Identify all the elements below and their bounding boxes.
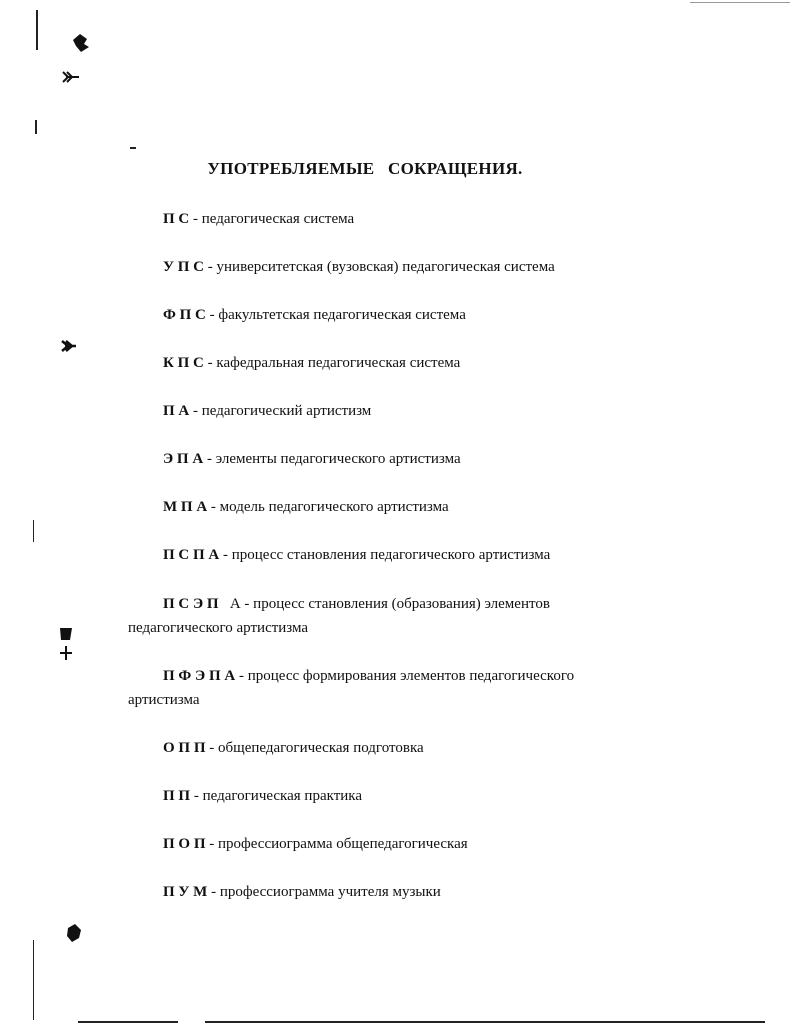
abbreviation: Э П А <box>163 451 204 467</box>
abbreviation-entry <box>163 784 362 808</box>
definition: педагогическая система <box>201 211 355 227</box>
abbreviation: Ф П С <box>163 307 206 323</box>
ink-blot-decoration <box>64 922 84 944</box>
ink-blot-decoration <box>70 32 92 54</box>
separator: - <box>203 451 216 467</box>
definition: процесс становления (образования) элементов педагогического артистизма <box>128 596 550 636</box>
scan-line <box>33 520 34 542</box>
abbreviation-entry <box>163 399 371 423</box>
abbreviation-entry <box>163 495 449 519</box>
separator: - <box>205 307 219 323</box>
ink-blot-decoration <box>62 70 80 84</box>
abbreviation: П П <box>163 788 191 804</box>
scan-line <box>33 940 34 1020</box>
scan-line <box>36 10 38 50</box>
separator: - <box>189 211 202 227</box>
separator: - <box>204 259 217 275</box>
ink-blot-decoration <box>58 626 74 642</box>
separator: - <box>190 788 203 804</box>
abbreviation-entry <box>163 736 424 760</box>
separator: - <box>205 836 219 852</box>
abbreviation-entry <box>163 447 461 471</box>
abbreviation-entry <box>163 207 354 231</box>
abbreviation: П С П А <box>163 547 220 563</box>
definition: университетская (вузовская) педагогическая система <box>216 259 555 275</box>
definition: профессиограмма общепедагогическая <box>218 836 468 852</box>
definition: педагогический артистизм <box>201 403 372 419</box>
ink-blot-decoration <box>58 645 74 661</box>
abbreviation: П У М <box>163 884 208 900</box>
abbreviation-entry <box>163 543 550 567</box>
definition: элементы педагогического артистизма <box>215 451 461 467</box>
abbreviation: П Ф Э П А <box>163 668 236 684</box>
definition: педагогическая практика <box>202 788 363 804</box>
abbreviation-entry <box>128 592 628 640</box>
definition: кафедральная педагогическая система <box>216 355 461 371</box>
separator: - <box>205 740 219 756</box>
abbreviation: П А <box>163 403 190 419</box>
scan-line <box>690 2 790 3</box>
abbreviation: П С Э П <box>163 596 219 612</box>
separator: - <box>235 668 248 684</box>
scan-line <box>35 120 37 134</box>
separator: А - <box>218 596 254 612</box>
abbreviation-entry <box>163 880 441 904</box>
separator: - <box>203 355 217 371</box>
definition: процесс формирования элементов педагогического артистизма <box>128 668 575 708</box>
abbreviation: К П С <box>163 355 204 371</box>
abbreviation: У П С <box>163 259 205 275</box>
definition: процесс становления педагогического артистизма <box>231 547 551 563</box>
separator: - <box>219 547 232 563</box>
abbreviation-entry <box>163 303 466 327</box>
scan-line <box>205 1021 765 1023</box>
abbreviation: М П А <box>163 499 208 515</box>
abbreviation-entry <box>163 832 468 856</box>
abbreviation: П О П <box>163 836 206 852</box>
abbreviation: О П П <box>163 740 206 756</box>
definition: модель педагогического артистизма <box>219 499 449 515</box>
scan-line <box>130 147 136 149</box>
separator: - <box>189 403 202 419</box>
definition: профессиограмма учителя музыки <box>219 884 441 900</box>
page-title: УПОТРЕБЛЯЕМЫЕ СОКРАЩЕНИЯ. <box>207 159 523 178</box>
abbreviation: П С <box>163 211 190 227</box>
abbreviation-entry <box>163 255 555 279</box>
definition: общепедагогическая подготовка <box>218 740 424 756</box>
separator: - <box>207 499 220 515</box>
scan-line <box>78 1021 178 1023</box>
definition: факультетская педагогическая система <box>218 307 466 323</box>
abbreviation-entry <box>128 664 618 712</box>
abbreviation-entry <box>163 351 460 375</box>
separator: - <box>207 884 220 900</box>
ink-blot-decoration <box>60 338 78 354</box>
